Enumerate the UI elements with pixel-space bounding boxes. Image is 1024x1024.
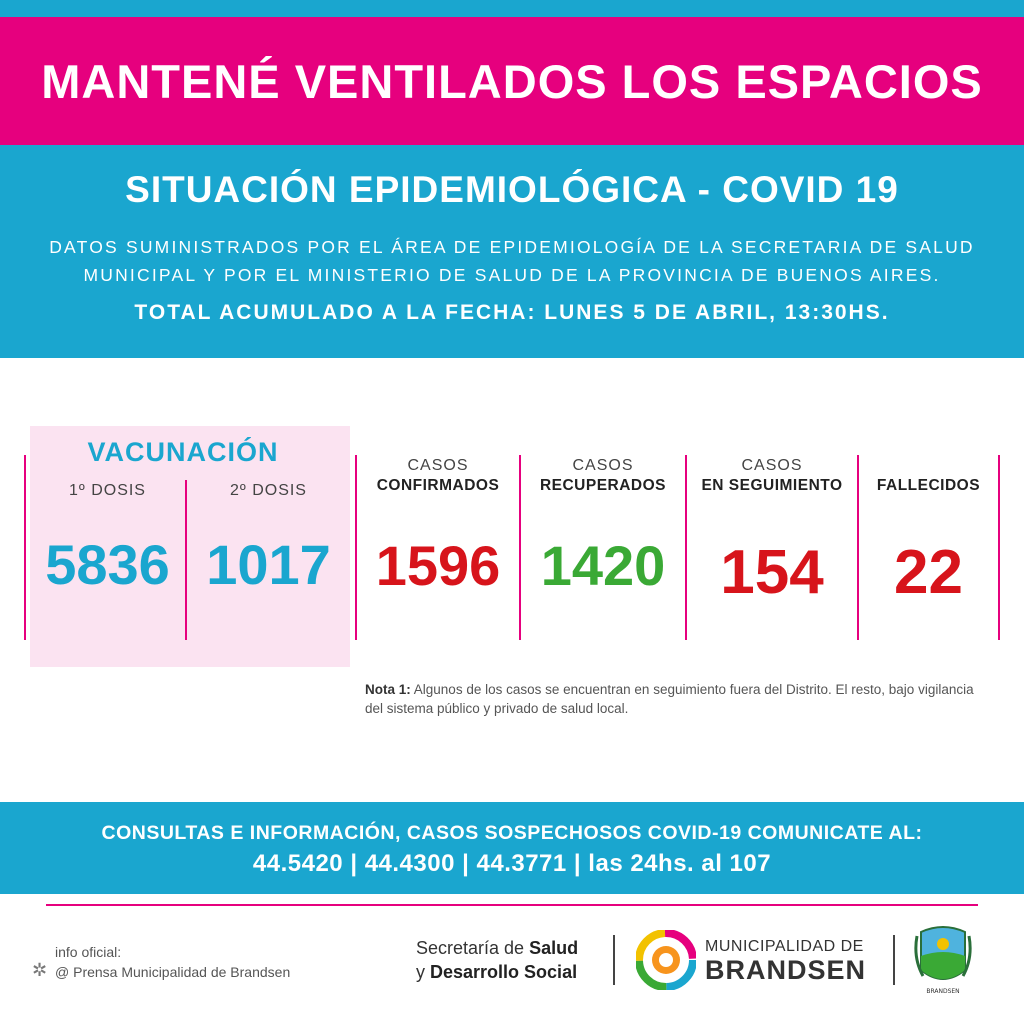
dose2-value: 1017 bbox=[206, 533, 331, 596]
note-text: Algunos de los casos se encuentran en seguimiento fuera del Distrito. El resto, bajo vigilancia del sistema público y privado de salud local. bbox=[365, 682, 974, 716]
date-text: TOTAL ACUMULADO A LA FECHA: LUNES 5 DE ABRIL, 13:30HS. bbox=[134, 301, 890, 324]
municipal-name bbox=[705, 938, 866, 984]
info-label: info oficial: bbox=[55, 944, 122, 960]
tracking-column bbox=[687, 455, 857, 625]
tracking-value: 154 bbox=[720, 538, 824, 607]
info-handle[interactable]: @ Prensa Municipalidad de Brandsen bbox=[55, 964, 291, 980]
municipal-line2: BRANDSEN bbox=[705, 955, 867, 985]
confirmed-label: CONFIRMADOS bbox=[376, 477, 500, 494]
star-burst-icon: ✲ bbox=[32, 960, 48, 980]
footer-divider bbox=[46, 904, 978, 906]
confirmed-column bbox=[357, 455, 519, 625]
tracking-label: EN SEGUIMIENTO bbox=[701, 477, 843, 494]
vaccination-title: VACUNACIÓN bbox=[87, 437, 279, 467]
brandsen-crest-icon bbox=[913, 922, 973, 998]
logo-separator-2 bbox=[893, 935, 895, 985]
recovered-label: RECUPERADOS bbox=[539, 477, 667, 494]
phone-numbers: 44.5420 | 44.4300 | 44.3771 | las 24hs. al 107 bbox=[252, 850, 772, 877]
confirmed-label-top: CASOS bbox=[407, 457, 469, 474]
note bbox=[365, 680, 985, 718]
dose2-label: 2º DOSIS bbox=[230, 482, 307, 499]
dose1-label: 1º DOSIS bbox=[69, 482, 146, 499]
page-title: SITUACIÓN EPIDEMIOLÓGICA - COVID 19 bbox=[125, 169, 899, 210]
secretaria-bold1: Salud bbox=[529, 938, 579, 958]
headline: MANTENÉ VENTILADOS LOS ESPACIOS bbox=[41, 54, 983, 108]
tracking-label-top: CASOS bbox=[741, 457, 803, 474]
secretaria-bold2: Desarrollo Social bbox=[430, 962, 578, 982]
secretaria-credit bbox=[416, 936, 578, 984]
separator-right bbox=[998, 455, 1000, 640]
dose1-value: 5836 bbox=[45, 533, 170, 596]
recovered-label-top: CASOS bbox=[572, 457, 634, 474]
deceased-column bbox=[859, 455, 998, 625]
secretaria-prefix: Secretaría de bbox=[416, 938, 525, 958]
contact-heading: CONSULTAS E INFORMACIÓN, CASOS SOSPECHOSOS COVID-19 COMUNICATE AL: bbox=[101, 822, 923, 844]
dose2-column bbox=[187, 470, 350, 620]
contact-panel bbox=[0, 802, 1024, 894]
top-strip bbox=[0, 0, 1024, 17]
municipal-logo-icon bbox=[636, 930, 696, 990]
deceased-label: FALLECIDOS bbox=[876, 477, 981, 494]
logo-separator-1 bbox=[613, 935, 615, 985]
source-text: DATOS SUMINISTRADOS POR EL ÁREA DE EPIDEMIOLOGÍA DE LA SECRETARIA DE SALUD MUNICIPAL Y POR EL MINISTERIO DE SALUD DE LA PROVINCIA DE BUENOS AIRES. bbox=[49, 237, 975, 285]
recovered-column bbox=[521, 455, 685, 625]
deceased-value: 22 bbox=[894, 538, 963, 607]
headline-banner bbox=[0, 17, 1024, 145]
secretaria-line2-prefix: y bbox=[416, 962, 425, 982]
dose1-column bbox=[30, 470, 185, 620]
crest-caption: BRANDSEN bbox=[926, 988, 960, 995]
recovered-value: 1420 bbox=[540, 534, 666, 597]
confirmed-value: 1596 bbox=[375, 534, 501, 597]
municipal-line1: MUNICIPALIDAD DE bbox=[705, 938, 864, 955]
note-label: Nota 1: bbox=[365, 682, 411, 697]
header-panel bbox=[0, 145, 1024, 358]
separator-left bbox=[24, 455, 26, 640]
